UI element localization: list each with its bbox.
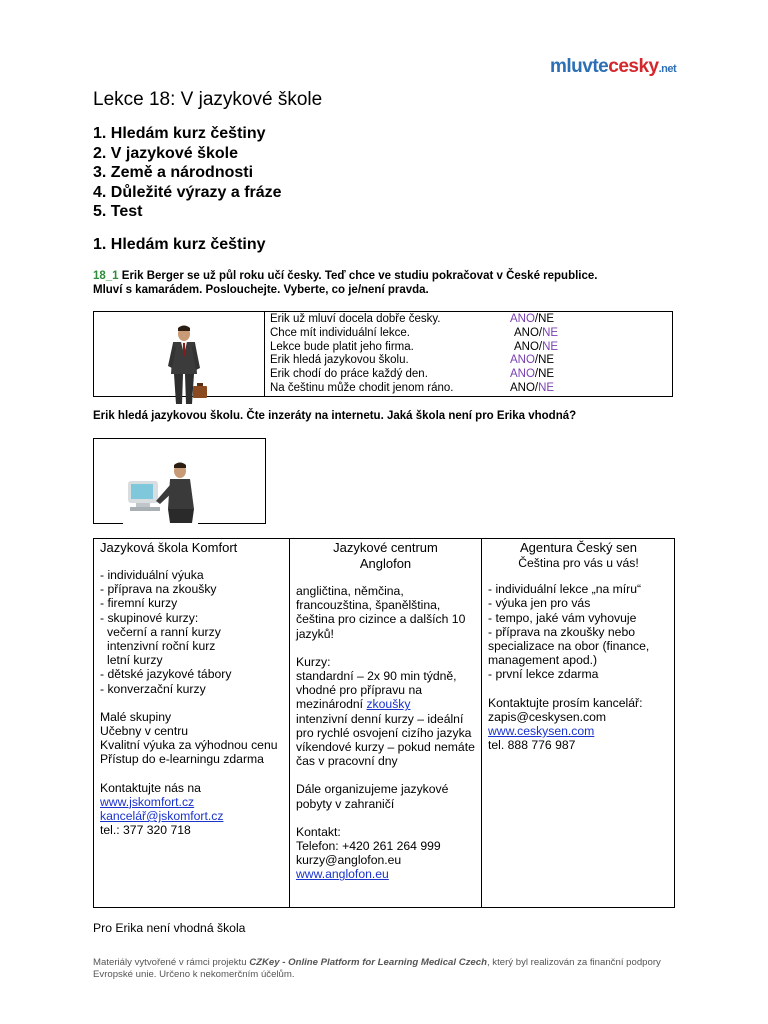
answer-line: Pro Erika není vhodná škola bbox=[93, 921, 246, 935]
site-logo: mluvtecesky.net bbox=[550, 56, 677, 77]
table-of-contents bbox=[93, 124, 282, 222]
school-name: Agentura Český sen bbox=[519, 540, 638, 555]
statement-row: Erik hledá jazykovou školu. ANO/NE bbox=[270, 354, 555, 367]
answer-ne[interactable]: NE bbox=[538, 354, 555, 367]
ceskysen-web-link[interactable]: www.ceskysen.com bbox=[488, 724, 595, 739]
answer-ne[interactable]: NE bbox=[542, 326, 559, 339]
answer-ano[interactable]: ANO bbox=[514, 340, 539, 353]
statements-list bbox=[270, 313, 558, 396]
answer-options: ANO/NE bbox=[510, 368, 555, 381]
statement-row: Lekce bude platit jeho firma. ANO/NE bbox=[270, 340, 559, 353]
answer-ne[interactable]: NE bbox=[538, 368, 555, 381]
picture-border-segment bbox=[93, 523, 123, 524]
statement-row: Erik chodí do práce každý den. ANO/NE bbox=[270, 368, 555, 381]
toc-item: 2. V jazykové škole bbox=[93, 144, 238, 162]
lesson-title: Lekce 18: V jazykové škole bbox=[93, 89, 323, 110]
table-border-segment bbox=[225, 396, 265, 397]
komfort-web-link[interactable]: www.jskomfort.cz bbox=[100, 794, 195, 809]
answer-options: ANO/NE bbox=[510, 313, 555, 325]
picture-border-segment bbox=[198, 523, 266, 524]
answer-ne[interactable]: NE bbox=[542, 340, 559, 353]
komfort-email-link[interactable]: kancelář@jskomfort.cz bbox=[100, 809, 224, 824]
toc-item: 5. Test bbox=[93, 203, 143, 221]
answer-ano[interactable]: ANO bbox=[514, 326, 539, 339]
exercise-instruction: 18_1 Erik Berger se už půl roku učí česky. Teď chce ve studiu pokračovat v České republice. Mluví s kamarádem. Poslouchejte. Vyberte, co je/není pravda. bbox=[93, 270, 598, 296]
schools-table bbox=[93, 538, 675, 908]
table-divider bbox=[264, 312, 265, 396]
businessman-image bbox=[160, 324, 210, 408]
answer-ano[interactable]: ANO bbox=[510, 354, 535, 367]
section-heading: 1. Hledám kurz češtiny bbox=[93, 236, 266, 253]
statement-row: Erik už mluví docela dobře česky. ANO/NE bbox=[270, 313, 555, 325]
school-ceskysen: Agentura Český sen Čeština pro vás u vás! - individuální lekce „na míru“ - výuka jen pro vás - tempo, jaké vám vyhovuje - příprava na zkoušky nebo specializace na obor (finance, management apod.) - první lekce zdarma Kontaktujte prosím kancelář: zapis@ceskysen.com www.ceskysen.com tel. 888 776 987 bbox=[481, 539, 674, 907]
table-border-segment bbox=[93, 396, 123, 397]
answer-ano[interactable]: ANO bbox=[510, 313, 535, 325]
school-anglofon: Jazykové centrum Anglofon angličtina, němčina, francouzština, španělština, čeština pro cizince a dalších 10 jazyků! Kurzy: standardní – 2x 90 min týdně, vhodné pro přípravu na mezinárodní zkoušky intenzivní denní kurzy – ideální pro rychlé osvojení cizího jazyka víkendové kurzy – pokud nemáte čas v pracovní dny Dále organizujeme jazykové pobyty v zahraničí Kontakt: Telefon: +420 261 264 999 kurzy@anglofon.eu www.anglofon.eu bbox=[289, 539, 480, 907]
anglofon-web-link[interactable]: www.anglofon.eu bbox=[296, 867, 389, 882]
school-komfort: Jazyková škola Komfort - individuální výuka - příprava na zkoušky - firemní kurzy - skupinové kurzy: večerní a ranní kurzy intenzivní roční kurz letní kurzy - dětské jazykové tábory - konverzační kurzy Malé skupiny Učebny v centru Kvalitní výuka za výhodnou cenu Přístup do e-learningu zdarma Kontaktujte nás na www.jskomfort.cz kancelář@jskomfort.cz tel.: 377 320 718 bbox=[94, 539, 288, 907]
answer-ano[interactable]: ANO bbox=[510, 368, 535, 381]
toc-item: 4. Důležité výrazy a fráze bbox=[93, 183, 282, 201]
computer-picture-box bbox=[93, 438, 266, 524]
footer-note: Materiály vytvořené v rámci projektu CZKey - Online Platform for Learning Medical Czech, který byl realizován za finanční podpory Evropské unie. Určeno k nekomerčním účelům. bbox=[93, 957, 661, 980]
exams-link[interactable]: zkoušky bbox=[366, 697, 411, 712]
school-name: Jazyková škola Komfort bbox=[100, 540, 238, 555]
computer-user-image bbox=[122, 461, 202, 525]
answer-options: ANO/NE bbox=[510, 381, 555, 394]
answer-options: ANO/NE bbox=[514, 340, 559, 353]
answer-options: ANO/NE bbox=[510, 354, 555, 367]
answer-ne[interactable]: NE bbox=[538, 381, 555, 394]
true-false-table bbox=[93, 311, 673, 397]
toc-item: 1. Hledám kurz češtiny bbox=[93, 125, 266, 142]
statement-row: Chce mít individuální lekce. ANO/NE bbox=[270, 326, 559, 339]
second-instruction: Erik hledá jazykovou školu. Čte inzeráty na internetu. Jaká škola není pro Erika vhodná? bbox=[93, 410, 577, 422]
statement-row: Na češtinu může chodit jenom ráno. ANO/NE bbox=[270, 381, 555, 394]
answer-options: ANO/NE bbox=[514, 326, 559, 339]
school-name: Jazykové centrum bbox=[333, 540, 438, 555]
exercise-number[interactable]: 18_1 bbox=[93, 270, 119, 282]
toc-item: 3. Země a národnosti bbox=[93, 164, 254, 182]
answer-ne[interactable]: NE bbox=[538, 313, 555, 325]
answer-ano[interactable]: ANO bbox=[510, 381, 535, 394]
school-tagline: Čeština pro vás u vás! bbox=[518, 556, 639, 570]
